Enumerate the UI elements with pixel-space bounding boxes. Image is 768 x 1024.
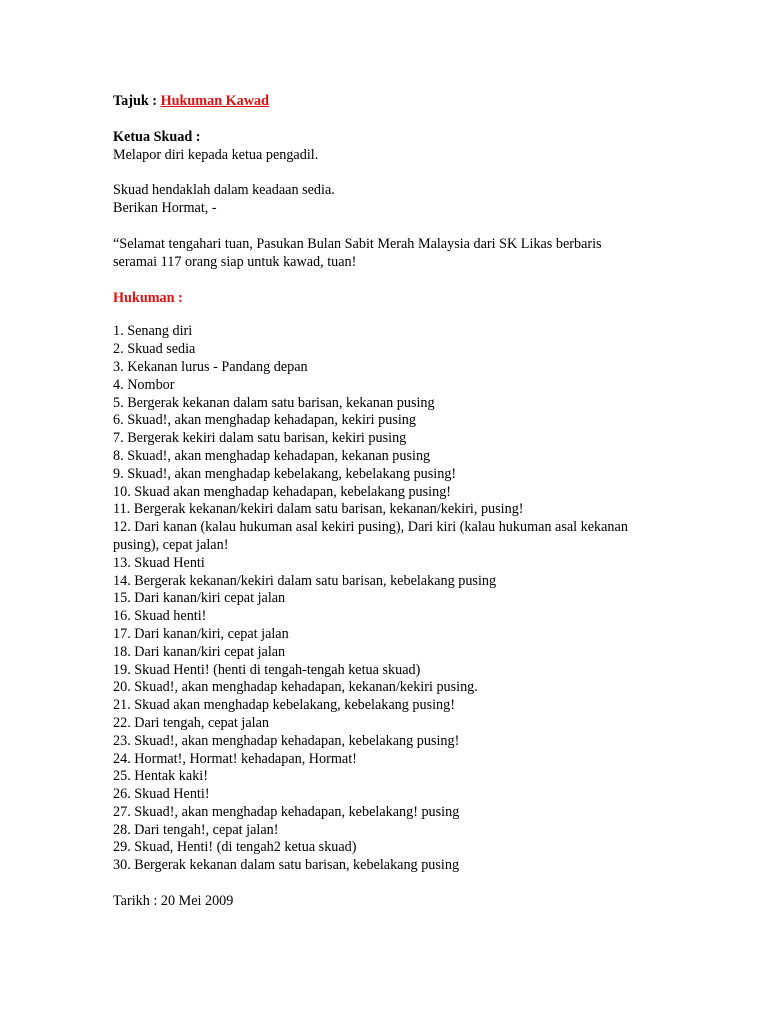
leader-line-salute: Berikan Hormat, -: [113, 200, 217, 217]
command-item: 19. Skuad Henti! (henti di tengah-tengah ketua skuad): [113, 661, 421, 678]
command-item: 10. Skuad akan menghadap kehadapan, kebelakang pusing!: [113, 483, 452, 500]
command-item: 18. Dari kanan/kiri cepat jalan: [113, 643, 286, 660]
command-item: 8. Skuad!, akan menghadap kehadapan, kekanan pusing: [113, 447, 431, 464]
command-item: 9. Skuad!, akan menghadap kebelakang, kebelakang pusing!: [113, 465, 457, 482]
command-item: 25. Hentak kaki!: [113, 768, 208, 785]
leader-heading: Ketua Skuad :: [113, 128, 201, 145]
title-link[interactable]: Hukuman Kawad: [160, 93, 269, 109]
command-item: 11. Bergerak kekanan/kekiri dalam satu barisan, kekanan/kekiri, pusing!: [113, 501, 524, 518]
command-item: 30. Bergerak kekanan dalam satu barisan, kebelakang pusing: [113, 857, 460, 874]
command-item: 15. Dari kanan/kiri cepat jalan: [113, 590, 286, 607]
command-item: 20. Skuad!, akan menghadap kehadapan, kekanan/kekiri pusing.: [113, 679, 478, 696]
command-item: 16. Skuad henti!: [113, 608, 207, 625]
command-item: 21. Skuad akan menghadap kebelakang, kebelakang pusing!: [113, 697, 455, 714]
command-item: 27. Skuad!, akan menghadap kehadapan, kebelakang! pusing: [113, 803, 460, 820]
title-line: [113, 93, 643, 111]
command-item: 1. Senang diri: [113, 323, 193, 340]
command-item: 4. Nombor: [113, 376, 175, 393]
command-item: 13. Skuad Henti: [113, 554, 205, 571]
command-item: 26. Skuad Henti!: [113, 786, 210, 803]
command-list: [113, 323, 643, 875]
command-item: 22. Dari tengah, cepat jalan: [113, 714, 269, 731]
leader-line-ready: Skuad hendaklah dalam keadaan sedia.: [113, 182, 335, 199]
command-item: 28. Dari tengah!, cepat jalan!: [113, 821, 279, 838]
document-body: [113, 93, 643, 911]
command-item: 5. Bergerak kekanan dalam satu barisan, kekanan pusing: [113, 394, 435, 411]
command-item: 29. Skuad, Henti! (di tengah2 ketua skuad): [113, 839, 357, 856]
command-item: 23. Skuad!, akan menghadap kehadapan, kebelakang pusing!: [113, 732, 460, 749]
command-item: 24. Hormat!, Hormat! kehadapan, Hormat!: [113, 750, 357, 767]
command-item: 3. Kekanan lurus - Pandang depan: [113, 358, 308, 375]
leader-line-report: Melapor diri kepada ketua pengadil.: [113, 146, 319, 163]
command-item: 14. Bergerak kekanan/kekiri dalam satu barisan, kebelakang pusing: [113, 572, 497, 589]
command-item: 17. Dari kanan/kiri, cepat jalan: [113, 625, 289, 642]
date-line: Tarikh : 20 Mei 2009: [113, 893, 234, 910]
command-item: 7. Bergerak kekiri dalam satu barisan, kekiri pusing: [113, 430, 407, 447]
command-item: 12. Dari kanan (kalau hukuman asal kekiri pusing), Dari kiri (kalau hukuman asal kekanan pusing), cepat jalan!: [113, 519, 628, 553]
hukuman-heading: Hukuman :: [113, 289, 183, 306]
command-item: 2. Skuad sedia: [113, 341, 196, 358]
greeting-quote: “Selamat tengahari tuan, Pasukan Bulan Sabit Merah Malaysia dari SK Likas berbaris seramai 117 orang siap untuk kawad, tuan!: [113, 235, 602, 270]
title-label: Tajuk :: [113, 93, 158, 109]
command-item: 6. Skuad!, akan menghadap kehadapan, kekiri pusing: [113, 412, 416, 429]
